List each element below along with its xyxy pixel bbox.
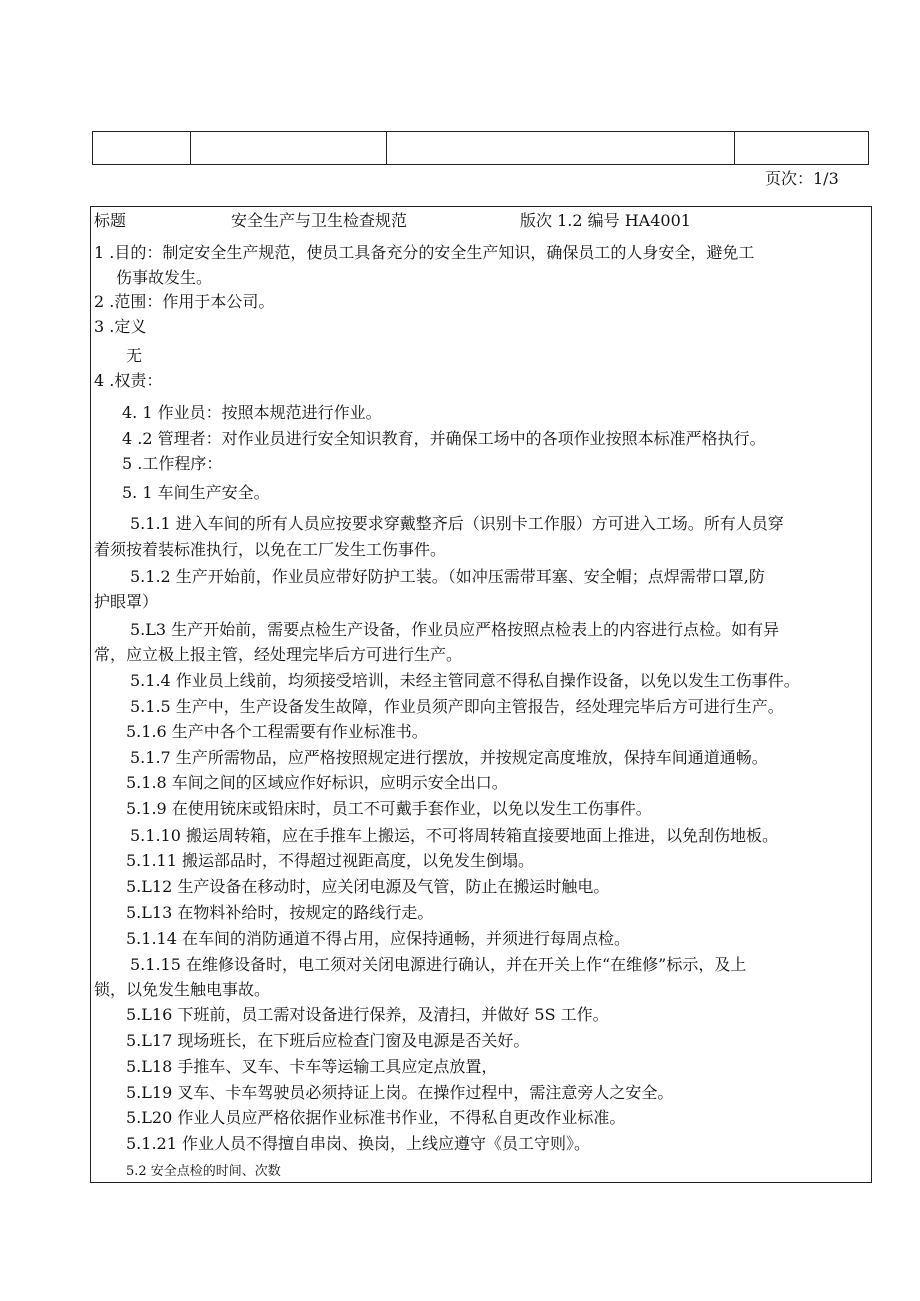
title-label: 标题 [94,211,127,230]
rule-item: 5.1.21 作业人员不得擅自串岗、换岗，上线应遵守《员工守则》。 [126,1134,590,1153]
rule-item: 5.1.1 进入车间的所有人员应按要求穿戴整齐后（识别卡工作服）方可进入工场。所有人员穿 [130,514,784,533]
rule-item: 5.L19 叉车、卡车驾驶员必须持证上岗。在操作过程中，需注意旁人之安全。 [126,1083,674,1102]
rule-item: 5.1.7 生产所需物品，应严格按照规定进行摆放，并按规定高度堆放，保持车间通道通畅。 [130,748,768,767]
header-cell [93,132,191,165]
rule-item: 5.L18 手推车、叉车、卡车等运输工具应定点放置， [126,1057,498,1076]
definition-heading: 3 .定义 [94,317,147,336]
rule-item: 5.1.14 在车间的消防通道不得占用，应保持通畅，并须进行每周点检。 [126,929,630,948]
rule-item: 5.1.10 搬运周转箱，应在手推车上搬运，不可将周转箱直接要地面上推进，以免刮伤地板。 [130,826,778,845]
rule-item: 5.1.4 作业员上线前，均须接受培训，未经主管同意不得私自操作设备，以免以发生工伤事件。 [130,671,800,690]
procedure-heading: 5 .工作程序： [122,454,223,473]
workshop-safety-heading: 5. 1 车间生产安全。 [122,483,270,502]
rule-item: 5.1.15 在维修设备时，电工须对关闭电源进行确认，并在开关上作“在维修”标示，及上 [130,955,747,974]
rule-item: 常，应立极上报主管，经处理完毕后方可进行生产。 [94,645,463,664]
rule-item: 着须按着装标准执行，以免在工厂发生工伤事件。 [94,540,447,559]
header-cell [387,132,735,165]
rule-item: 5.L16 下班前，员工需对设备进行保养，及清扫，并做好 5S 工作。 [126,1005,609,1024]
rule-item: 5.L20 作业人员应严格依据作业标准书作业，不得私自更改作业标准。 [126,1108,626,1127]
rule-item: 5.1.11 搬运部品时，不得超过视距高度，以免发生倒塌。 [126,851,534,870]
rule-item: 5.1.5 生产中，生产设备发生故障，作业员须产即向主管报告，经处理完毕后方可进行生产。 [130,697,784,716]
header-table [92,131,869,165]
inspection-schedule-heading: 5.2 安全点检的时间、次数 [126,1164,281,1179]
header-cell [735,132,869,165]
rule-item: 5.1.8 车间之间的区域应作好标识，应明示安全出口。 [126,773,508,792]
rule-item: 5.L12 生产设备在移动时，应关闭电源及气管，防止在搬运时触电。 [126,877,610,896]
responsibility-manager: 4 .2 管理者：对作业员进行安全知识教育，并确保工场中的各项作业按照本标准严格执行。 [122,429,766,448]
rule-item: 5.L13 在物料补给时，按规定的路线行走。 [126,903,434,922]
rule-item: 5.1.2 生产开始前，作业员应带好防护工装。（如冲压需带耳塞、安全帽；点焊需带口罩,防 [130,567,765,586]
rule-item: 5.L17 现场班长，在下班后应检查门窗及电源是否关好。 [126,1031,530,1050]
rule-item: 护眼罩） [94,592,159,611]
rule-item: 锁，以免发生触电事故。 [94,980,271,999]
responsibility-operator: 4. 1 作业员：按照本规范进行作业。 [122,403,382,422]
header-cell [191,132,387,165]
version-number: 版次 1.2 编号 HA4001 [520,211,691,230]
definition-body: 无 [126,346,143,365]
responsibility-heading: 4 .权责： [94,371,163,390]
rule-item: 5.L3 生产开始前，需要点检生产设备，作业员应严格按照点检表上的内容进行点检。如有异 [130,620,780,639]
document-title: 安全生产与卫生检查规范 [231,211,408,230]
scope: 2 .范围：作用于本公司。 [94,292,275,311]
page-number: 页次：1/3 [765,169,839,188]
purpose: 1 .目的：制定安全生产规范，使员工具备充分的安全生产知识，确保员工的人身安全，避免工 [94,243,755,262]
rule-item: 5.1.6 生产中各个工程需要有作业标准书。 [126,722,428,741]
purpose-cont: 伤事故发生。 [116,268,213,287]
rule-item: 5.1.9 在使用铳床或铅床时，员工不可戴手套作业，以免以发生工伤事件。 [126,799,652,818]
